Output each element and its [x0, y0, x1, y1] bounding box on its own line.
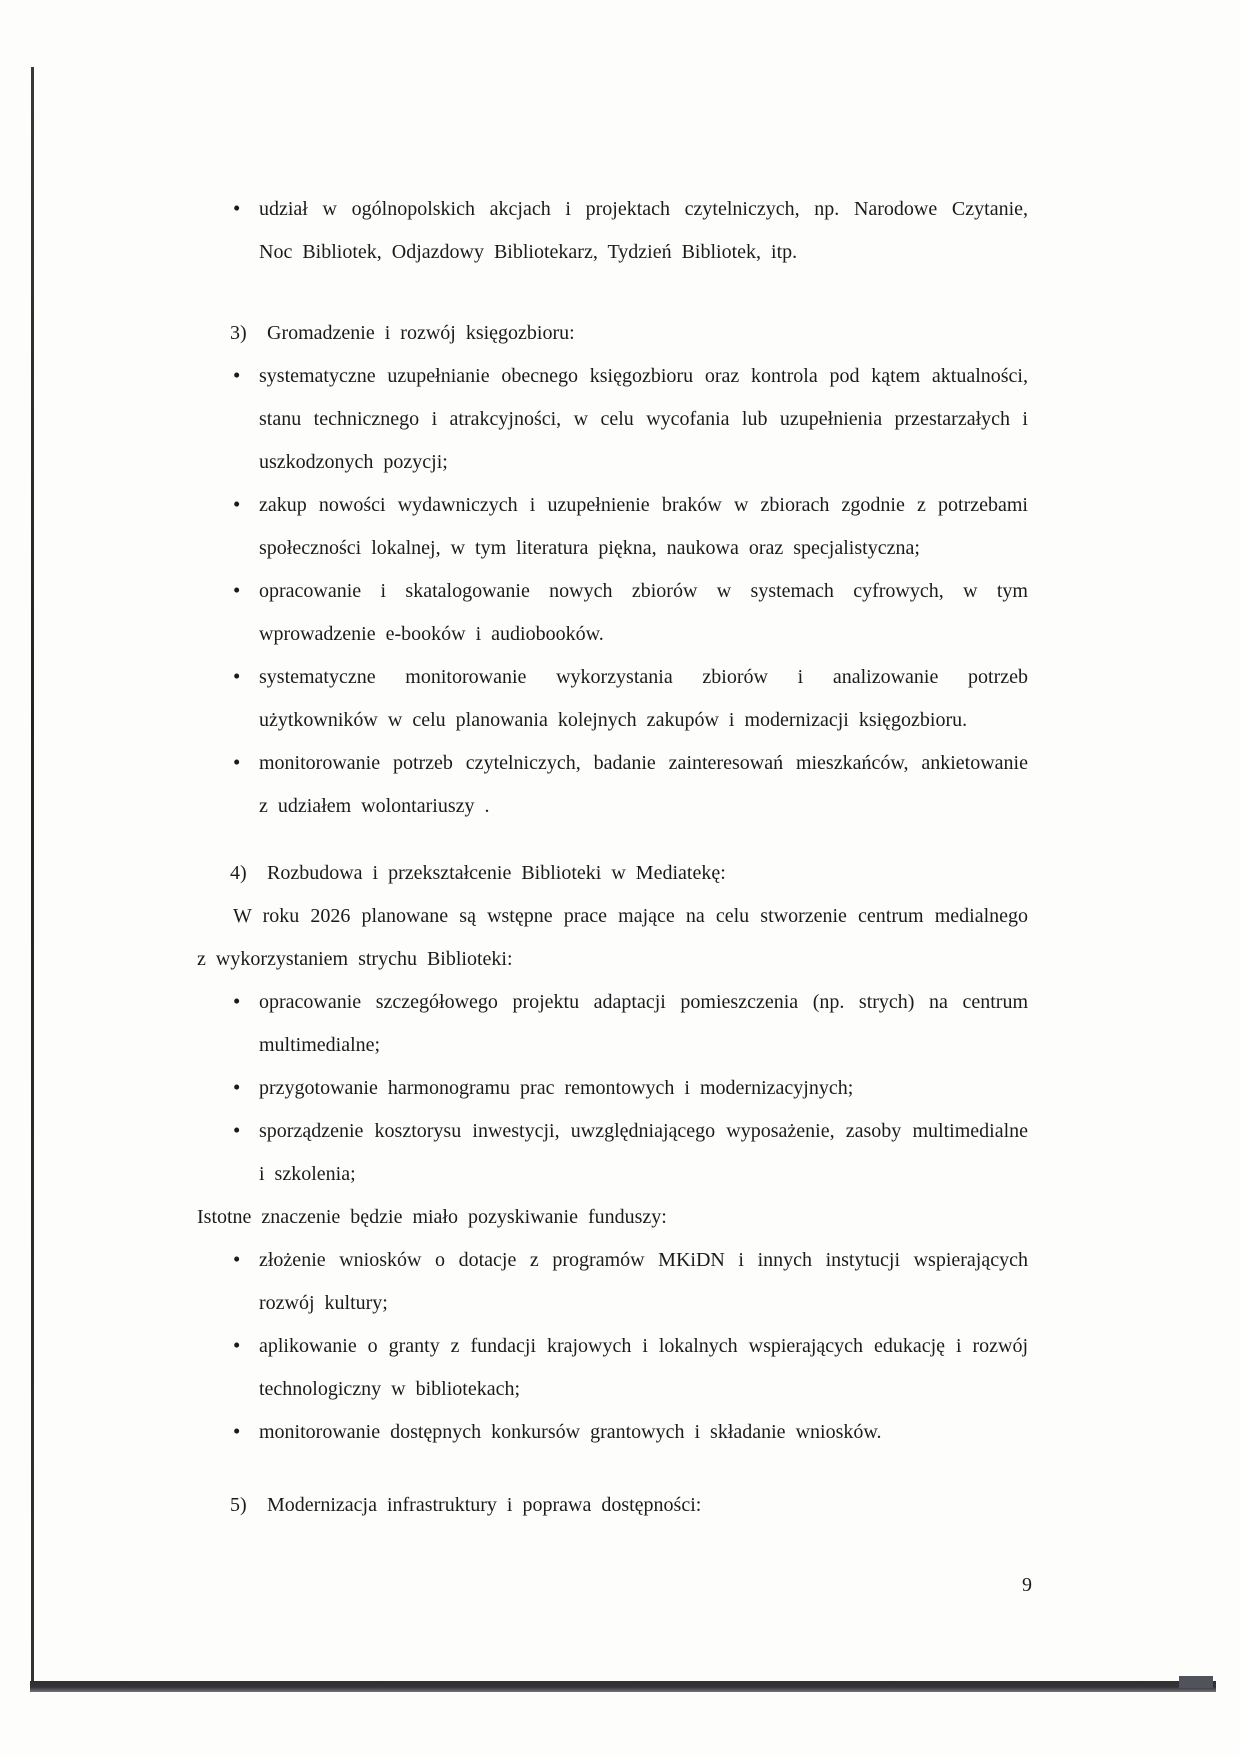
bullet-icon: • — [233, 578, 241, 602]
bullet-icon: • — [233, 1118, 241, 1142]
section-number: 5) — [230, 1494, 247, 1516]
section-title: Rozbudowa i przekształcenie Biblioteki w Mediatekę: — [267, 862, 726, 884]
bullet-text: przygotowanie harmonogramu prac remontowych i modernizacyjnych; — [259, 1077, 854, 1099]
section-heading-3 — [197, 312, 1028, 355]
bullet-icon: • — [233, 1333, 241, 1357]
bullet-item — [197, 1325, 1028, 1411]
section-title: Modernizacja infrastruktury i poprawa dostępności: — [267, 1494, 702, 1516]
bullet-icon: • — [233, 1419, 241, 1443]
bullet-item — [197, 355, 1028, 484]
bullet-text: systematyczne monitorowanie wykorzystania zbiorów i analizowanie potrzeb użytkowników w celu planowania kolejnych zakupów i modernizacji księgozbioru. — [259, 666, 1028, 731]
page-number: 9 — [1022, 1574, 1032, 1596]
bullet-text: zakup nowości wydawniczych i uzupełnienie braków w zbiorach zgodnie z potrzebami społeczności lokalnej, w tym literatura piękna, naukowa oraz specjalistyczna; — [259, 494, 1028, 559]
bullet-icon: • — [233, 492, 241, 516]
bullet-text: opracowanie i skatalogowanie nowych zbiorów w systemach cyfrowych, w tym wprowadzenie e-booków i audiobooków. — [259, 580, 1028, 645]
bullet-icon: • — [233, 664, 241, 688]
section-title: Gromadzenie i rozwój księgozbioru: — [267, 322, 575, 344]
bullet-text: opracowanie szczegółowego projektu adaptacji pomieszczenia (np. strych) na centrum multimedialne; — [259, 991, 1028, 1056]
bullet-text: udział w ogólnopolskich akcjach i projektach czytelniczych, np. Narodowe Czytanie, Noc Bibliotek, Odjazdowy Bibliotekarz, Tydzień Bibliotek, itp. — [259, 198, 1028, 263]
bullet-icon: • — [233, 363, 241, 387]
section-number: 4) — [230, 862, 247, 884]
section-heading-5 — [197, 1484, 1028, 1527]
paragraph-text: W roku 2026 planowane są wstępne prace mające na celu stworzenie centrum medialnego z wykorzystaniem strychu Biblioteki: — [197, 905, 1028, 970]
bullet-item — [197, 188, 1028, 274]
bullet-text: systematyczne uzupełnianie obecnego księgozbioru oraz kontrola pod kątem aktualności, stanu technicznego i atrakcyjności, w celu wycofania lub uzupełnienia przestarzałych i uszkodzonych pozycji; — [259, 365, 1028, 473]
bullet-icon: • — [233, 196, 241, 220]
bullet-text: sporządzenie kosztorysu inwestycji, uwzględniającego wyposażenie, zasoby multimedialne i szkolenia; — [259, 1120, 1028, 1185]
scan-edge-left-line — [31, 67, 34, 1687]
bullet-text: monitorowanie potrzeb czytelniczych, badanie zainteresowań mieszkańców, ankietowanie z udziałem wolontariuszy . — [259, 752, 1028, 817]
bullet-item — [197, 742, 1028, 828]
bullet-text: aplikowanie o granty z fundacji krajowych i lokalnych wspierających edukację i rozwój technologiczny w bibliotekach; — [259, 1335, 1028, 1400]
scan-corner-mark — [1179, 1676, 1213, 1688]
bullet-icon: • — [233, 1075, 241, 1099]
bullet-icon: • — [233, 750, 241, 774]
bullet-item — [197, 656, 1028, 742]
section-number: 3) — [230, 322, 247, 344]
bullet-icon: • — [233, 1247, 241, 1271]
section-heading-4 — [197, 852, 1028, 895]
bullet-item — [197, 484, 1028, 570]
bullet-item — [197, 1110, 1028, 1196]
bullet-item — [197, 1411, 1028, 1454]
bullet-item — [197, 570, 1028, 656]
bullet-item — [197, 981, 1028, 1067]
paragraph — [197, 895, 1028, 981]
scan-edge-bottom-line — [30, 1681, 1216, 1692]
bullet-text: monitorowanie dostępnych konkursów grantowych i składanie wniosków. — [259, 1421, 882, 1443]
paragraph — [197, 1196, 1028, 1239]
bullet-item — [197, 1239, 1028, 1325]
bullet-item — [197, 1067, 1028, 1110]
document-text-block — [197, 188, 1028, 1527]
bullet-text: złożenie wniosków o dotacje z programów MKiDN i innych instytucji wspierających rozwój kultury; — [259, 1249, 1028, 1314]
bullet-icon: • — [233, 989, 241, 1013]
paragraph-text: Istotne znaczenie będzie miało pozyskiwanie funduszy: — [197, 1206, 667, 1228]
